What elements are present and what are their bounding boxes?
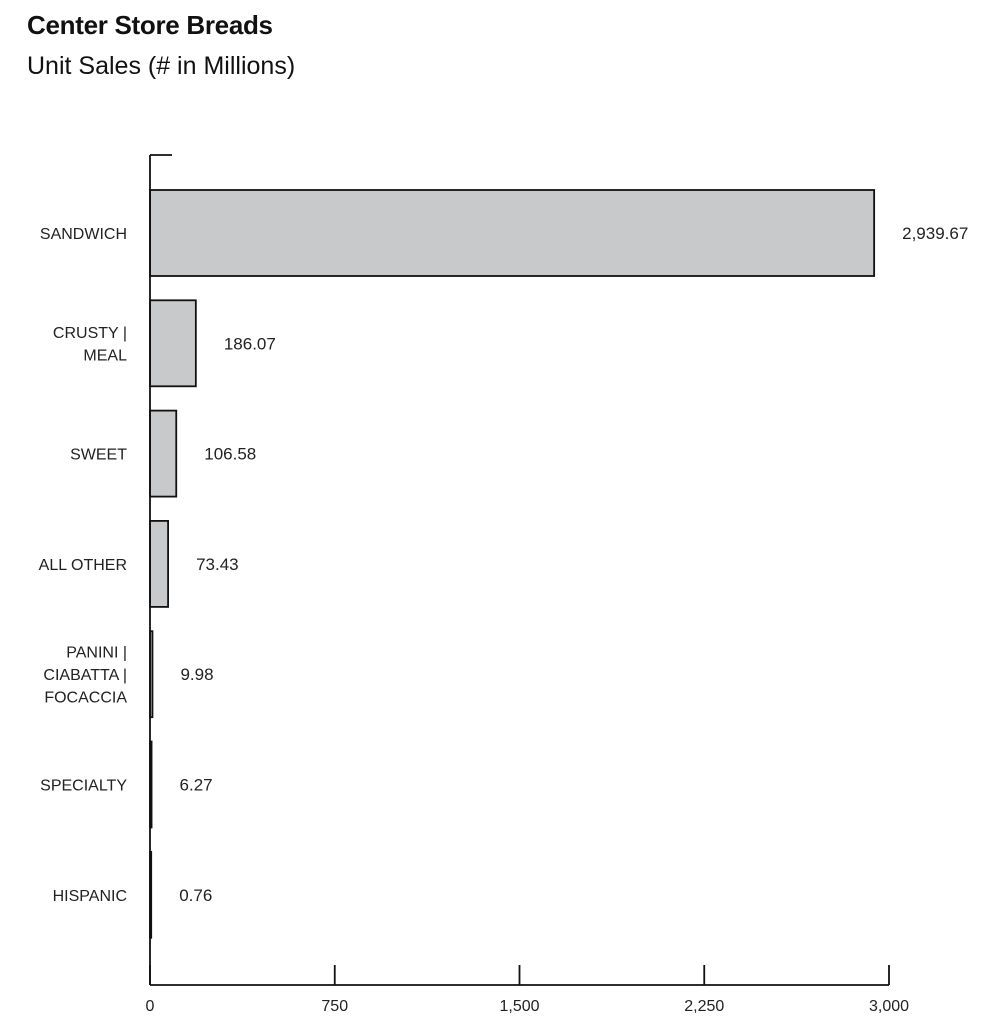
value-label: 2,939.67: [902, 224, 969, 243]
category-label: SANDWICH: [39, 226, 127, 243]
chart-title: Center Store Breads: [27, 10, 273, 40]
value-label: 6.27: [179, 775, 213, 795]
axes-group: [146, 155, 910, 1015]
category-label: PANINI | CIABATTA | FOCACCIA: [43, 644, 127, 707]
x-tick-label: 750: [321, 998, 349, 1015]
x-tick-label: 3,000: [868, 998, 910, 1015]
category-label: ALL OTHER: [38, 556, 127, 574]
bar: [150, 411, 176, 497]
category-label: SPECIALTY: [40, 777, 127, 795]
x-tick-label: 2,250: [684, 998, 725, 1015]
chart-subtitle: Unit Sales (# in Millions): [27, 52, 296, 80]
value-label: 73.43: [196, 554, 239, 574]
bar: [150, 521, 168, 607]
bar: [150, 300, 196, 386]
category-label: CRUSTY | MEAL: [52, 325, 127, 365]
value-label: 106.58: [204, 444, 257, 464]
value-label: 9.98: [180, 665, 214, 685]
category-label: HISPANIC: [52, 887, 127, 905]
value-label: 0.76: [179, 885, 213, 905]
x-tick-label: 1,500: [499, 998, 540, 1015]
value-labels: [179, 224, 968, 905]
category-label: SWEET: [70, 446, 127, 464]
category-labels: [39, 226, 128, 905]
value-label: 186.07: [223, 334, 276, 354]
bars-group: [150, 190, 874, 938]
bar: [150, 190, 874, 276]
x-tick-label: 0: [145, 998, 155, 1015]
